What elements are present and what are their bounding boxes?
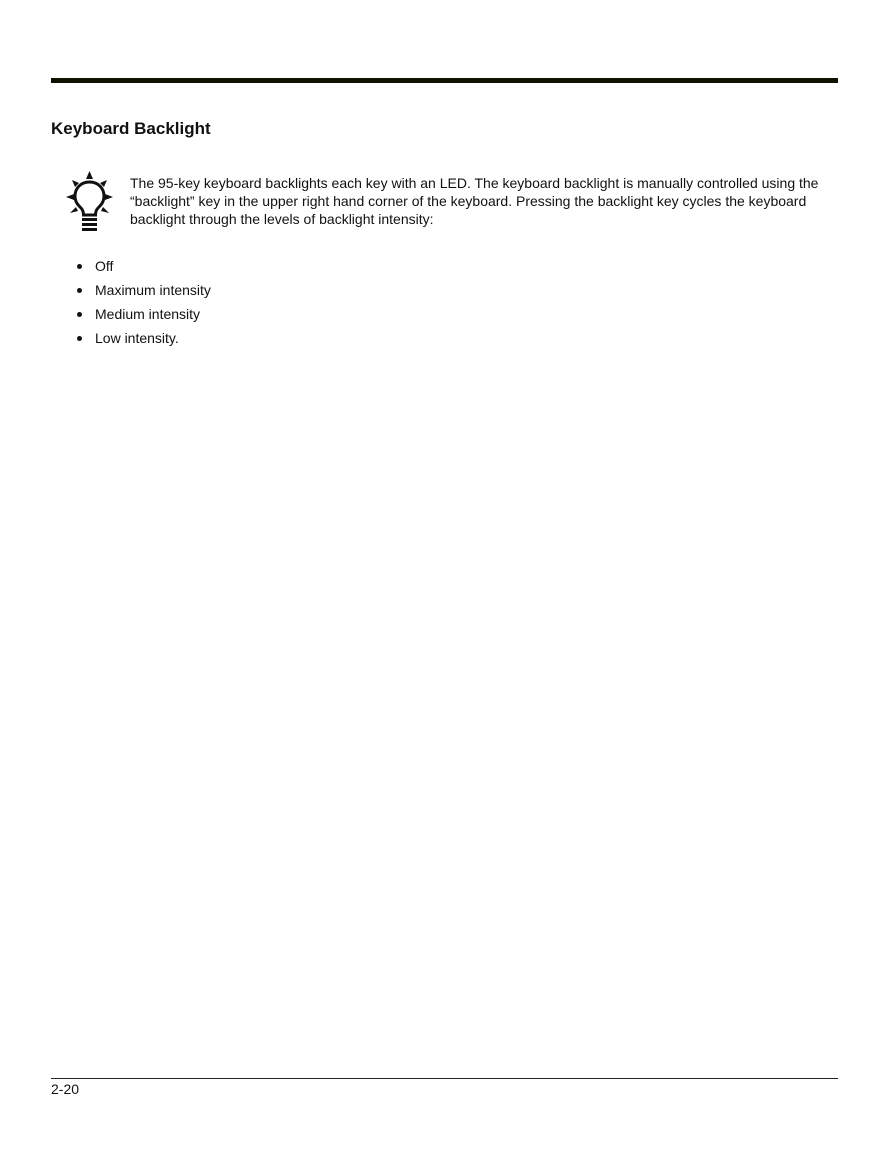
footer-rule [51, 1078, 838, 1079]
page-number: 2-20 [51, 1081, 80, 1097]
list-item-label: Off [95, 258, 114, 274]
list-item [76, 278, 211, 302]
list-item-label: Low intensity. [95, 330, 179, 346]
header-rule [51, 78, 838, 83]
list-item [76, 326, 211, 350]
backlight-level-list [76, 254, 211, 350]
list-item [76, 254, 211, 278]
list-item-label: Medium intensity [95, 306, 201, 322]
tip-paragraph: The 95-key keyboard backlights each key with an LED. The keyboard backlight is manually controlled using the “backlight” key in the upper right hand corner of the keyboard. Pressing the backlight key cycles the keyboard backlight through the levels of backlight intensity: [130, 175, 819, 227]
list-item [76, 302, 211, 326]
lightbulb-icon [66, 171, 113, 231]
bullet-icon [77, 312, 82, 317]
bullet-icon [77, 264, 82, 269]
bullet-icon [77, 288, 82, 293]
bullet-icon [77, 336, 82, 341]
list-item-label: Maximum intensity [95, 282, 211, 298]
section-heading: Keyboard Backlight [51, 119, 211, 138]
